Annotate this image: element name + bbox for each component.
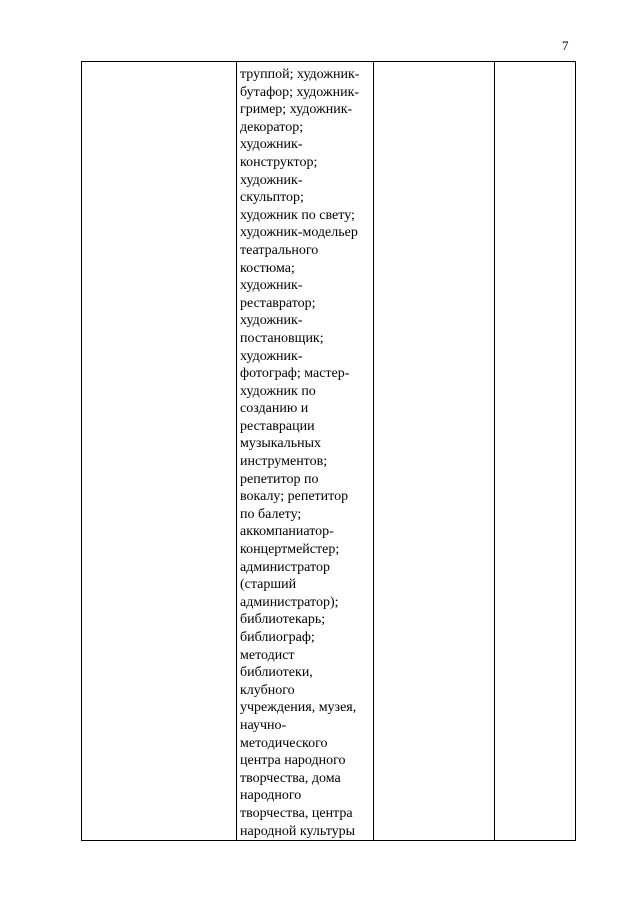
text-line: театрального — [240, 242, 319, 258]
text-line: художник- — [240, 348, 303, 364]
text-line: конструктор; — [240, 154, 318, 170]
text-line: народного — [240, 788, 302, 804]
text-line: по балету; — [240, 506, 302, 522]
text-line: бутафор; художник- — [240, 84, 360, 100]
text-line: методического — [240, 735, 328, 751]
table-cell-2 — [237, 62, 374, 841]
text-line: администратор); — [240, 594, 339, 610]
text-line: фотограф; мастер- — [240, 366, 350, 382]
text-line: созданию и — [240, 401, 309, 417]
text-line: музыкальных — [240, 436, 321, 452]
text-line: центра народного — [240, 753, 346, 769]
text-line: художник по свету; — [240, 207, 355, 223]
text-line: библиотекарь; — [240, 612, 326, 628]
text-line: методист — [240, 647, 295, 663]
text-line: скульптор; — [240, 190, 304, 206]
text-line: реставрации — [240, 418, 315, 434]
text-line: инструментов; — [240, 454, 328, 470]
table-cell-4 — [495, 62, 576, 841]
document-table — [81, 61, 576, 841]
text-line: постановщик; — [240, 330, 324, 346]
text-line: учреждения, музея, — [240, 700, 357, 716]
text-line: труппой; художник- — [240, 67, 360, 82]
text-line: администратор — [240, 559, 330, 575]
text-line: библиограф; — [240, 630, 315, 645]
text-line: гример; художник- — [240, 102, 353, 118]
text-line: декоратор; — [240, 119, 304, 135]
page-number: 7 — [562, 38, 569, 53]
text-line: репетитор по — [240, 471, 319, 487]
text-line: костюма; — [240, 260, 295, 276]
text-line: клубного — [240, 682, 295, 698]
text-line: художник- — [240, 278, 303, 294]
text-line: аккомпаниатор- — [240, 524, 334, 540]
text-line: концертмейстер; — [240, 542, 340, 558]
text-line: научно- — [240, 717, 287, 733]
text-line: художник-модельер — [240, 225, 358, 241]
text-line: вокалу; репетитор — [240, 489, 349, 505]
text-line: художник- — [240, 137, 303, 153]
text-line: реставратор; — [240, 295, 316, 311]
text-line: творчества, дома — [240, 770, 341, 786]
text-line: художник по — [240, 383, 316, 399]
text-line: народной культуры — [240, 823, 356, 839]
text-line: библиотеки, — [240, 665, 313, 681]
table-row — [82, 62, 576, 841]
table-cell-3 — [374, 62, 495, 841]
table-cell-1 — [82, 62, 237, 841]
text-line: творчества, центра — [240, 805, 353, 821]
text-line: (старший — [240, 577, 297, 593]
text-line: художник- — [240, 313, 303, 329]
text-line: художник- — [240, 172, 303, 188]
positions-list-text — [237, 62, 373, 840]
